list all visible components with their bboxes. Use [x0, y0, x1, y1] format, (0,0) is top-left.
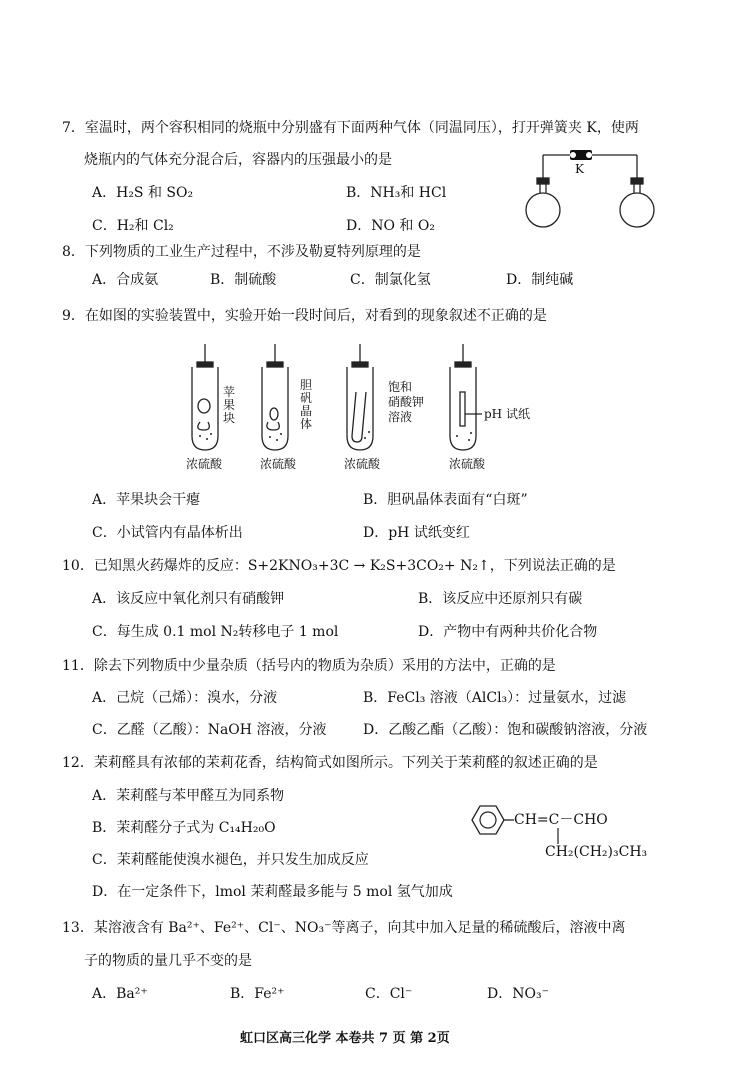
q12-structure-bond	[553, 828, 563, 844]
q7-stem-line1: 7．室温时，两个容积相同的烧瓶中分别盛有下面两种气体（同温同压），打开弹簧夹 K，使两	[62, 120, 639, 136]
q9-option-d: D．pH 试纸变红	[363, 525, 470, 541]
q7-clip-label: K	[575, 162, 584, 176]
right-flask	[620, 193, 654, 227]
q7-option-b: B．NH₃和 HCl	[346, 185, 447, 201]
q9-test-tube-diagram	[180, 344, 560, 456]
q10-option-d: D．产物中有两种共价化合物	[418, 624, 598, 640]
q8-option-d: D．制纯碱	[506, 272, 574, 288]
q12-stem: 12．茉莉醛具有浓郁的茉莉花香，结构简式如图所示。下列关于茉莉醛的叙述正确的是	[62, 755, 598, 771]
q8-option-a: A．合成氨	[92, 272, 159, 288]
q10-option-c: C．每生成 0.1 mol N₂转移电子 1 mol	[92, 624, 339, 640]
q11-option-d: D．乙酸乙酯（乙酸）：饱和碳酸钠溶液，分液	[363, 722, 648, 738]
q11-stem: 11．除去下列物质中少量杂质（括号内的物质为杂质）采用的方法中，正确的是	[62, 658, 556, 674]
q9-tube4-label: pH 试纸	[484, 407, 530, 421]
q9-option-c: C．小试管内有晶体析出	[92, 525, 243, 541]
q13-option-d: D．NO₃⁻	[487, 986, 549, 1002]
q9-option-b: B．胆矾晶体表面有“白斑”	[363, 492, 528, 508]
q9-tube3-acid: 浓硫酸	[344, 457, 381, 471]
q13-option-b: B．Fe²⁺	[230, 986, 285, 1002]
q13-option-a: A．Ba²⁺	[92, 986, 148, 1002]
q9-tube2-acid: 浓硫酸	[260, 457, 297, 471]
q9-tube3-label-line3: 溶液	[388, 410, 413, 424]
q11-option-a: A．己烷（己烯）：溴水，分液	[92, 690, 278, 706]
q12-option-d: D．在一定条件下，lmol 茉莉醛最多能与 5 mol 氢气加成	[92, 884, 453, 900]
q9-option-a: A．苹果块会干瘪	[92, 492, 201, 508]
q7-option-c: C．H₂和 Cl₂	[92, 218, 174, 234]
q8-option-b: B．制硫酸	[210, 272, 277, 288]
q9-tube3-label-line2: 硝酸钾	[388, 395, 425, 409]
q10-option-b: B．该反应中还原剂只有碳	[418, 591, 583, 607]
q7-stem-line2: 烧瓶内的气体充分混合后，容器内的压强最小的是	[84, 152, 392, 168]
q9-tube4-acid: 浓硫酸	[449, 457, 486, 471]
q13-option-c: C．Cl⁻	[365, 986, 413, 1002]
q10-option-a: A．该反应中氧化剂只有硝酸钾	[92, 591, 285, 607]
q9-tube1-acid: 浓硫酸	[186, 457, 223, 471]
q11-option-b: B．FeCl₃ 溶液（AlCl₃）：过量氨水，过滤	[363, 690, 627, 706]
page-footer: 虹口区高三化学 本卷共 7 页 第 2页	[240, 1031, 450, 1046]
q9-stem: 9．在如图的实验装置中，实验开始一段时间后，对看到的现象叙述不正确的是	[62, 308, 547, 324]
q12-option-c: C．茉莉醛能使溴水褪色，并只发生加成反应	[92, 852, 369, 868]
left-flask	[526, 193, 560, 227]
q12-structure-main: CH=C－CHO	[514, 812, 608, 828]
q7-option-d: D．NO 和 O₂	[346, 218, 435, 234]
q9-tube3-label-line1: 饱和	[388, 380, 413, 394]
q9-tube2-label: 胆矾晶体	[300, 378, 313, 431]
q7-flask-diagram	[520, 140, 660, 235]
q12-structure-chain: CH₂(CH₂)₃CH₃	[545, 844, 648, 860]
q11-option-c: C．乙醛（乙酸）：NaOH 溶液，分液	[92, 722, 327, 738]
q12-benzene-ring	[462, 802, 514, 838]
q13-stem-line2: 子的物质的量几乎不变的是	[84, 953, 252, 969]
q8-option-c: C．制氯化氢	[350, 272, 431, 288]
q13-stem-line1: 13．某溶液含有 Ba²⁺、Fe²⁺、Cl⁻、NO₃⁻等离子，向其中加入足量的稀硫酸后，溶液中离	[62, 920, 626, 936]
q7-option-a: A．H₂S 和 SO₂	[92, 185, 194, 201]
q12-option-a: A．茉莉醛与苯甲醛互为同系物	[92, 788, 285, 804]
q8-stem: 8．下列物质的工业生产过程中，不涉及勒夏特列原理的是	[62, 244, 421, 260]
q10-stem: 10．已知黑火药爆炸的反应：S+2KNO₃+3C → K₂S+3CO₂+ N₂↑，下列说法正确的是	[62, 558, 616, 574]
q12-option-b: B．茉莉醛分子式为 C₁₄H₂₀O	[92, 820, 276, 836]
q9-tube1-label: 苹果块	[223, 385, 236, 425]
